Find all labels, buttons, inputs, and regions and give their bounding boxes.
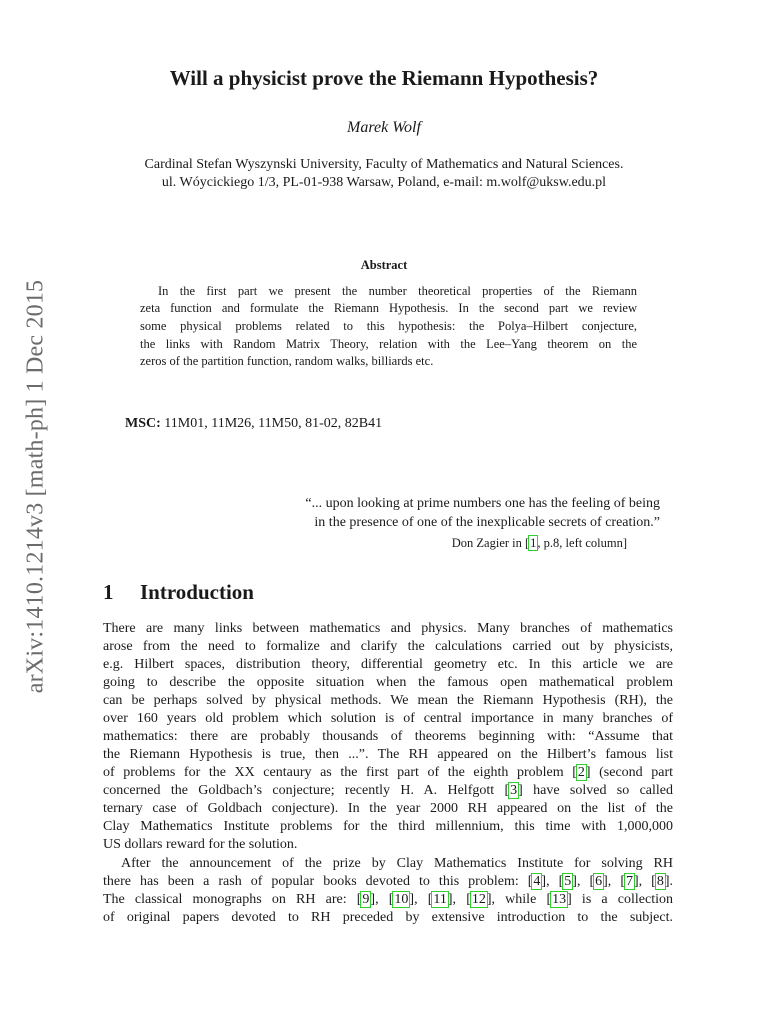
citation-link[interactable]: 2	[577, 765, 585, 780]
citation-link[interactable]: 13	[552, 892, 567, 907]
body-text-line: mathematics: there are probably thousands of theorems beginning with: “Assume that	[103, 729, 673, 744]
citation-link[interactable]: 3	[510, 783, 518, 798]
text-run: there has been a rash of popular books devoted to this problem: [	[103, 874, 533, 889]
epigraph-line: in the presence of one of the inexplicable secrets of creation.”	[314, 515, 660, 530]
citation-link[interactable]: 8	[656, 874, 664, 889]
text-run: ] is a collection	[567, 892, 673, 907]
text-run: The classical monographs on RH are: [	[103, 892, 362, 907]
section-title: Introduction	[140, 580, 254, 604]
attribution-text: Don Zagier in [	[451, 536, 530, 550]
arxiv-identifier: arXiv:1410.1214v3 [math-ph] 1 Dec 2015	[22, 279, 49, 693]
text-run: , while [	[491, 892, 552, 907]
body-text-line: US dollars reward for the solution.	[103, 837, 298, 852]
arxiv-margin-stamp	[14, 276, 58, 696]
citation-link[interactable]: 1	[530, 536, 537, 550]
affiliation-line-1: Cardinal Stefan Wyszynski University, Faculty of Mathematics and Natural Sciences.	[144, 157, 624, 172]
msc-codes: 11M01, 11M26, 11M50, 81-02, 82B41	[164, 416, 383, 431]
body-text-line: of original papers devoted to RH preceded by extensive introduction to the subject.	[103, 910, 673, 925]
affiliation-line-2: ul. Wóycickiego 1/3, PL-01-938 Warsaw, Poland, e-mail: m.wolf@uksw.edu.pl	[161, 175, 607, 190]
author-name: Marek Wolf	[347, 119, 421, 136]
msc-label: MSC:	[125, 416, 161, 431]
attribution-text: , p.8, left column]	[537, 536, 627, 550]
citation-link[interactable]: 6	[595, 874, 603, 889]
body-text-line	[103, 764, 673, 782]
body-text-line: The classical monographs on RH are: [9], [10], [11], [12], while [13] is a collection	[103, 892, 673, 907]
abstract-line: zeros of the partition function, random walks, billiards etc.	[140, 354, 434, 368]
citation-link[interactable]: 12	[471, 892, 486, 907]
body-text-line: After the announcement of the prize by Clay Mathematics Institute for solving RH	[121, 856, 673, 871]
epigraph-attribution	[452, 536, 627, 551]
text-run: ] (second part	[585, 765, 673, 780]
abstract-line: In the first part we present the number theoretical properties of the Riemann	[158, 284, 637, 298]
citation-link[interactable]: 4	[533, 874, 541, 889]
citation-link[interactable]: 5	[564, 874, 572, 889]
body-text-line: the Riemann Hypothesis is true, then ...”. The RH appeared on the Hilbert’s famous list	[103, 747, 673, 762]
body-text-line: Clay Mathematics Institute problems for the third millennium, this time with 1,000,000	[103, 819, 673, 834]
body-text-line: e.g. Hilbert spaces, distribution theory, differential geometry etc. In this article we are	[103, 657, 673, 672]
abstract-heading: Abstract	[360, 258, 408, 272]
text-run: concerned the Goldbach’s conjecture; recently H. A. Helfgott [	[103, 783, 510, 798]
citation-link[interactable]: 10	[394, 892, 409, 907]
paper-title: Will a physicist prove the Riemann Hypothesis?	[169, 66, 599, 90]
body-text-line: going to describe the opposite situation when the famous open mathematical problem	[103, 675, 673, 690]
abstract-line: some physical problems related to this hypothesis: the Polya–Hilbert conjecture,	[140, 319, 637, 333]
body-text-line	[103, 782, 673, 800]
body-text-line: over 160 years old problem which solution is of central importance in many branches of	[103, 711, 673, 726]
citation-link[interactable]: 9	[362, 892, 370, 907]
section-number: 1	[103, 580, 114, 604]
text-run: of problems for the XX centaury as the first part of the eighth problem [	[103, 765, 577, 780]
body-text-line: There are many links between mathematics and physics. Many branches of mathematics	[103, 621, 673, 636]
body-text-line: arose from the need to formalize and clarify the calculations carried out by physicists,	[103, 639, 673, 654]
body-text-line: there has been a rash of popular books devoted to this problem: [4], [5], [6], [7], [8].	[103, 874, 674, 889]
text-run: ] have solved so called	[518, 783, 674, 798]
body-text-line: ternary case of Goldbach conjecture). In the year 2000 RH appeared on the list of the	[103, 801, 673, 816]
abstract-line: the links with Random Matrix Theory, relation with the Lee–Yang theorem on the	[140, 337, 637, 351]
body-text-line: can be perhaps solved by physical methods. We mean the Riemann Hypothesis (RH), the	[103, 693, 673, 708]
citation-link[interactable]: 11	[433, 892, 447, 907]
msc-classification	[125, 416, 382, 432]
epigraph-line: “... upon looking at prime numbers one has the feeling of being	[305, 496, 660, 511]
citation-link[interactable]: 7	[626, 874, 633, 889]
abstract-line: zeta function and formulate the Riemann Hypothesis. In the second part we review	[140, 301, 637, 315]
